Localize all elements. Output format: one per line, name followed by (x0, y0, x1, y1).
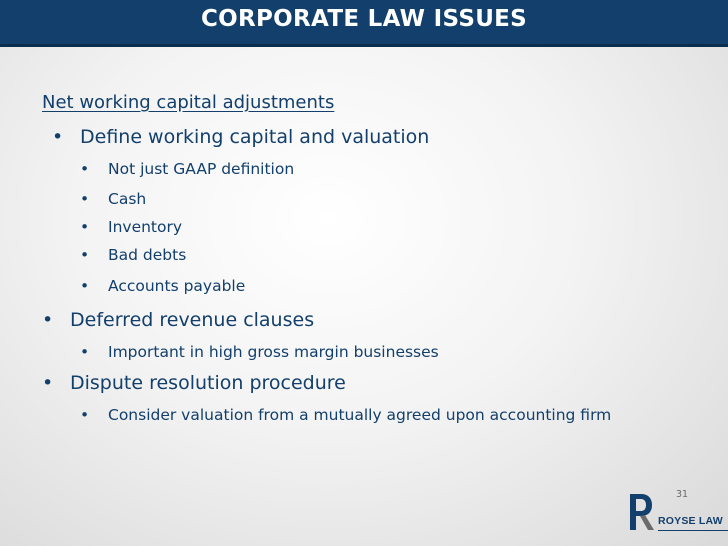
bullet-marker: • (52, 126, 64, 148)
list-item: Cash (108, 190, 147, 208)
list-item: Not just GAAP definition (108, 160, 295, 178)
bullet-marker: • (80, 160, 90, 178)
bullet-marker: • (80, 343, 90, 361)
list-item: Dispute resolution procedure (70, 372, 346, 394)
page-number: 31 (676, 489, 689, 500)
bullet-marker: • (80, 218, 90, 236)
list-item: Important in high gross margin businesses (108, 343, 439, 361)
bullet-marker: • (42, 372, 54, 394)
logo-text: ROYSE LAW (658, 515, 723, 527)
bullet-marker: • (42, 309, 54, 331)
list-item: Define working capital and valuation (80, 126, 430, 148)
bullet-marker: • (80, 190, 90, 208)
bullet-marker: • (80, 406, 90, 424)
title-bar (0, 0, 728, 47)
logo-rule (658, 530, 728, 531)
list-item: Accounts payable (108, 277, 246, 295)
bullet-marker: • (80, 277, 90, 295)
section-heading: Net working capital adjustments (42, 92, 335, 113)
list-item: Consider valuation from a mutually agreed upon accounting firm (108, 406, 612, 424)
royse-law-logo (620, 484, 728, 546)
royse-law-logo-icon (628, 492, 654, 532)
list-item: Inventory (108, 218, 183, 236)
list-item: Deferred revenue clauses (70, 309, 315, 331)
slide-title: CORPORATE LAW ISSUES (200, 6, 528, 32)
bullet-marker: • (80, 246, 90, 264)
list-item: Bad debts (108, 246, 187, 264)
